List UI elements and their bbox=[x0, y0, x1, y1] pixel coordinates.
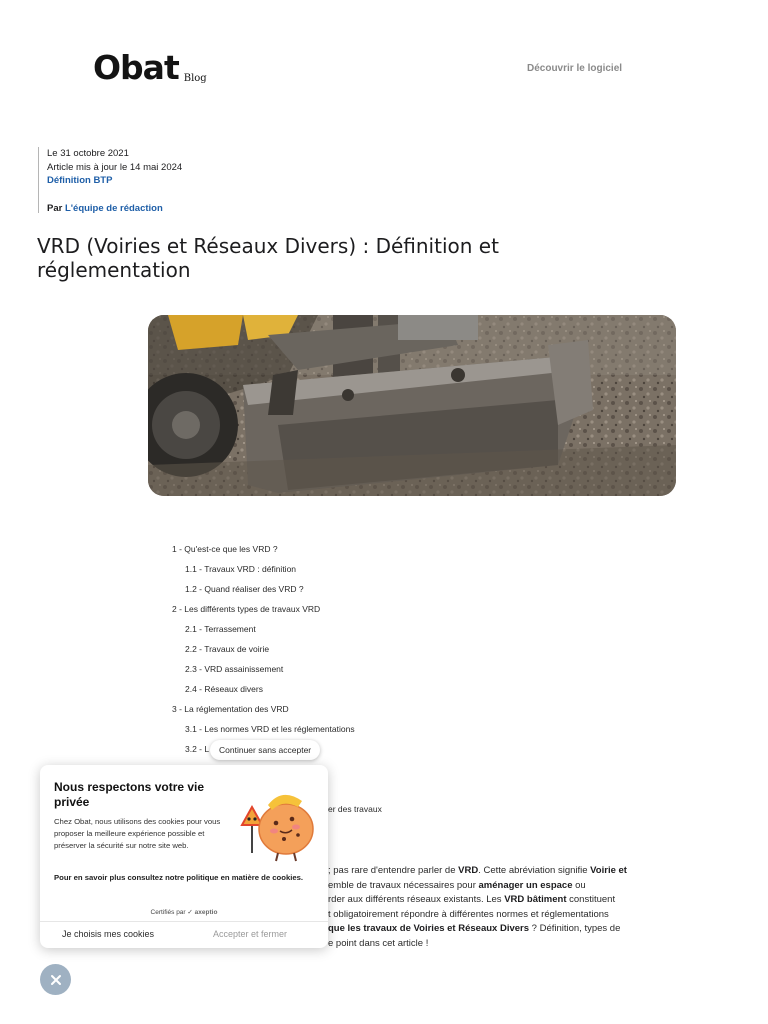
intro-line: que les travaux de Voiries et Réseaux Divers ? Définition, types de bbox=[328, 923, 621, 934]
toc-item[interactable]: 1.2 - Quand réaliser des VRD ? bbox=[185, 584, 304, 594]
intro-line: rder aux différents réseaux existants. Les VRD bâtiment constituent bbox=[328, 894, 616, 905]
cookie-consent-dialog bbox=[40, 765, 328, 948]
close-icon bbox=[50, 974, 62, 986]
intro-line: t obligatoirement répondre à différentes normes et réglementations bbox=[328, 908, 609, 920]
article-intro bbox=[328, 864, 668, 951]
axeptio-certification: Certifiés par ✓ axeptio bbox=[150, 909, 218, 916]
cookie-divider bbox=[40, 921, 328, 922]
toc-item[interactable]: 3 - La réglementation des VRD bbox=[172, 704, 289, 714]
discover-software-link[interactable]: Découvrir le logiciel bbox=[527, 63, 623, 74]
toc-item[interactable]: 2.4 - Réseaux divers bbox=[185, 684, 263, 694]
hero-image-excavator bbox=[148, 315, 676, 496]
toc-item[interactable]: 1 - Qu'est-ce que les VRD ? bbox=[172, 544, 278, 554]
intro-line: e point dans cet article ! bbox=[328, 937, 429, 949]
cookie-mascot-icon bbox=[238, 777, 324, 863]
category-link[interactable]: Définition BTP bbox=[47, 175, 113, 186]
excavator-illustration bbox=[148, 315, 676, 496]
accept-and-close-button[interactable]: Accepter et fermer bbox=[213, 929, 288, 939]
continue-without-accepting-button[interactable]: Continuer sans accepter bbox=[210, 740, 320, 760]
publish-date: Le 31 octobre 2021 bbox=[47, 148, 129, 159]
axeptio-brand: axeptio bbox=[194, 909, 218, 916]
toc-item[interactable]: 3.1 - Les normes VRD et les réglementations bbox=[185, 724, 355, 734]
logo-subtitle: Blog bbox=[183, 73, 207, 84]
close-cookie-widget-button[interactable] bbox=[40, 964, 71, 995]
author-prefix: Par bbox=[47, 202, 63, 214]
cookie-title: Nous respectons votre vie privée bbox=[54, 780, 205, 809]
obat-blog-logo[interactable] bbox=[93, 50, 207, 86]
updated-date: Article mis à jour le 14 mai 2024 bbox=[47, 161, 183, 173]
toc-item[interactable]: er des travaux bbox=[328, 804, 382, 814]
toc-item[interactable]: 3.2 - L bbox=[185, 744, 210, 754]
choose-cookies-button[interactable]: Je choisis mes cookies bbox=[62, 929, 155, 939]
author-link[interactable]: L'équipe de rédaction bbox=[64, 202, 163, 214]
intro-line: ; pas rare d'entendre parler de VRD. Cette abréviation signifie Voirie et bbox=[328, 865, 627, 876]
cookie-policy-link[interactable]: Pour en savoir plus consultez notre politique en matière de cookies. bbox=[54, 873, 304, 882]
logo-wordmark: Obat bbox=[93, 48, 179, 87]
check-icon: ✓ bbox=[187, 909, 193, 916]
toc-item[interactable]: 2 - Les différents types de travaux VRD bbox=[172, 604, 321, 614]
toc-item[interactable]: 2.1 - Terrassement bbox=[185, 624, 256, 634]
author-line bbox=[47, 202, 182, 216]
toc-item[interactable]: 2.2 - Travaux de voirie bbox=[185, 644, 270, 654]
article-meta bbox=[38, 147, 182, 213]
article-title: VRD (Voiries et Réseaux Divers) : Définition et réglementation bbox=[37, 234, 499, 282]
intro-line: emble de travaux nécessaires pour aménager un espace ou bbox=[328, 879, 586, 891]
cookie-description: Chez Obat, nous utilisons des cookies pour vous proposer la meilleure expérience possible et préserver la sécurité sur notre site web. bbox=[54, 817, 221, 850]
toc-item[interactable]: 2.3 - VRD assainissement bbox=[185, 664, 284, 674]
toc-item[interactable]: 1.1 - Travaux VRD : définition bbox=[185, 564, 297, 574]
